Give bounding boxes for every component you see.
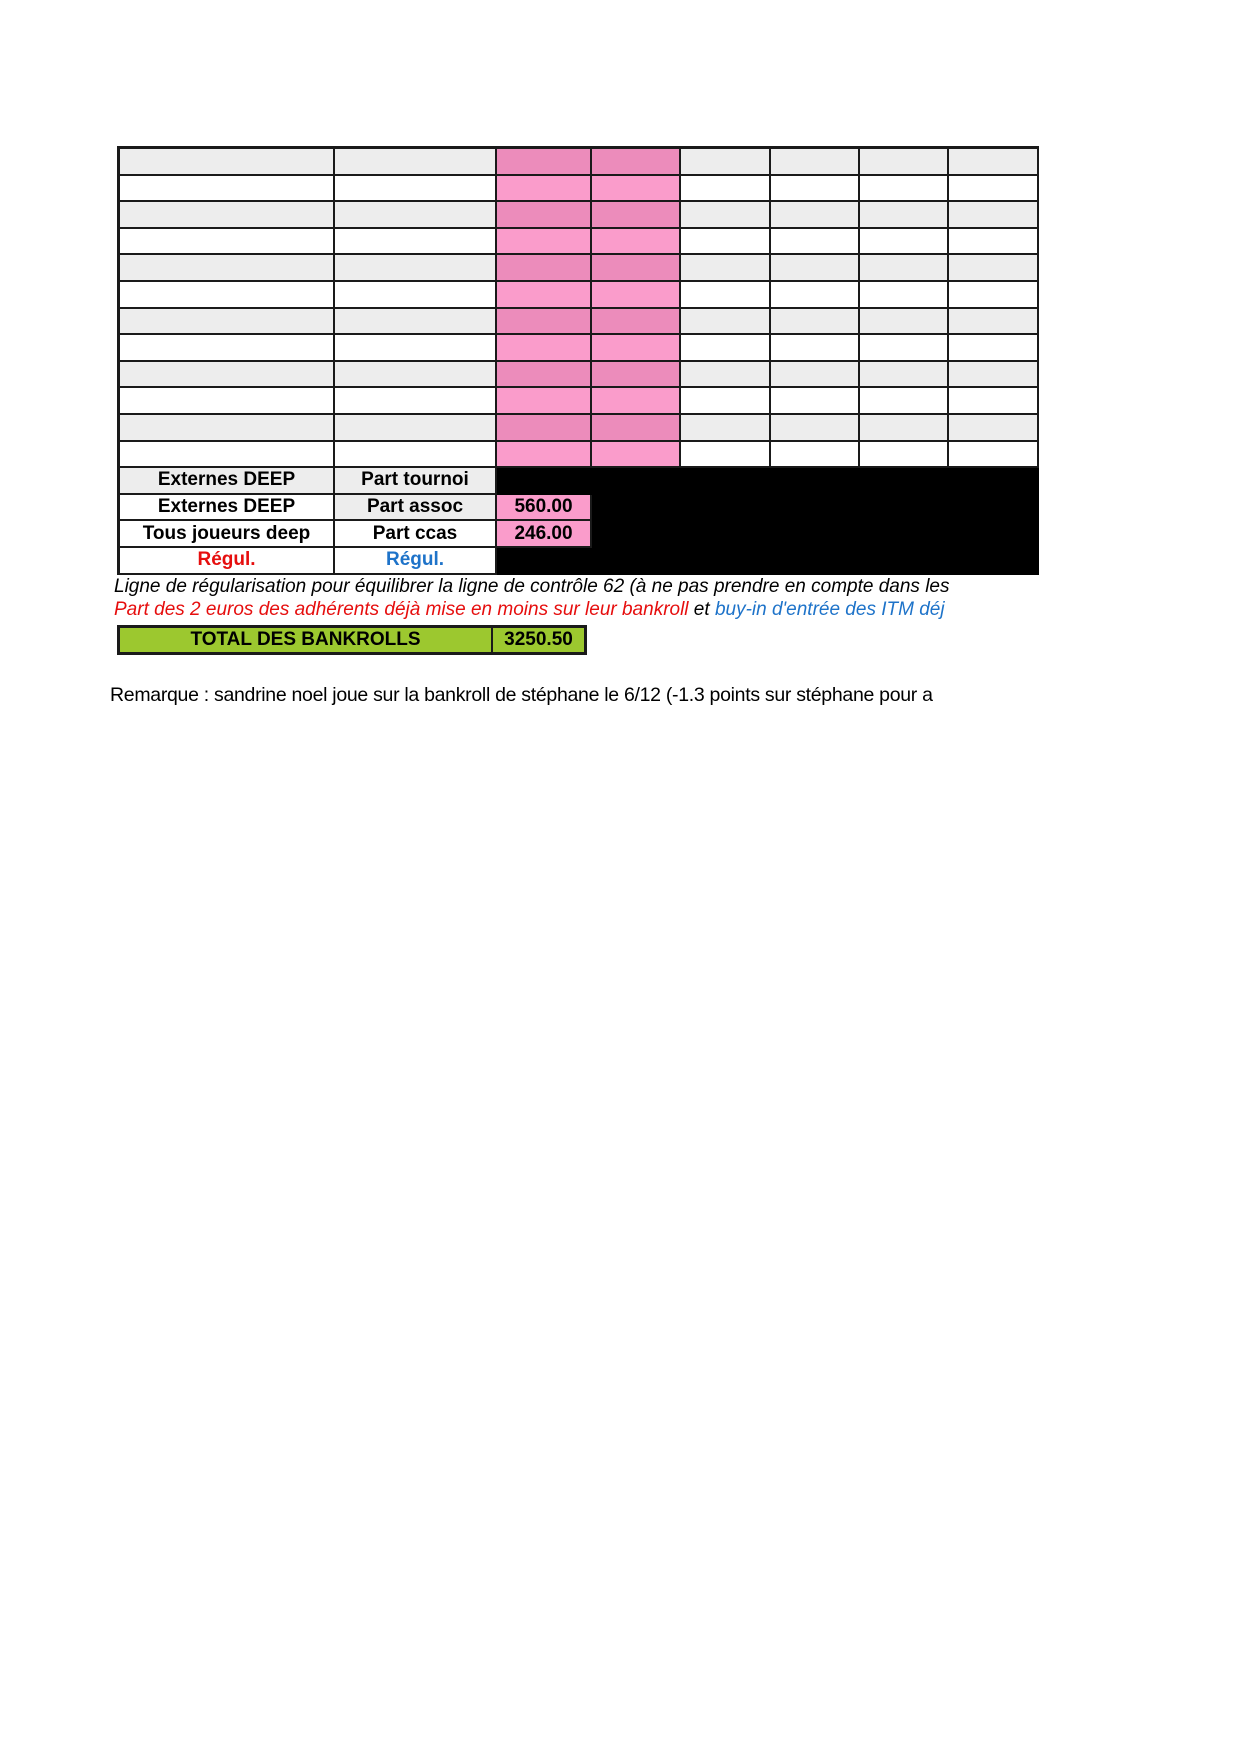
empty-cell — [120, 149, 335, 176]
empty-pink-cell — [497, 229, 592, 256]
empty-cell — [860, 176, 949, 203]
empty-cell — [949, 415, 1039, 442]
empty-cell — [120, 362, 335, 389]
player-cell: Externes DEEP — [120, 468, 335, 495]
empty-cell — [771, 149, 860, 176]
blacked-out-cells — [592, 521, 1039, 548]
empty-pink-cell — [497, 149, 592, 176]
empty-cell — [335, 149, 497, 176]
empty-cell — [681, 149, 771, 176]
part-cell: Part tournoi — [335, 468, 497, 495]
empty-cell — [771, 229, 860, 256]
empty-pink-cell — [497, 176, 592, 203]
empty-cell — [120, 202, 335, 229]
regul-part-cell: Régul. — [335, 548, 497, 575]
total-bankrolls-label: TOTAL DES BANKROLLS — [120, 628, 493, 652]
empty-cell — [949, 335, 1039, 362]
empty-cell — [335, 229, 497, 256]
empty-cell — [335, 176, 497, 203]
empty-cell — [771, 335, 860, 362]
blacked-out-cells — [497, 548, 1039, 575]
total-bankrolls-row — [117, 625, 587, 655]
empty-cell — [771, 202, 860, 229]
empty-pink-cell — [592, 442, 681, 469]
empty-cell — [949, 176, 1039, 203]
empty-pink-cell — [592, 388, 681, 415]
part-cell: Part ccas — [335, 521, 497, 548]
empty-cell — [860, 229, 949, 256]
empty-cell — [860, 415, 949, 442]
empty-pink-cell — [497, 309, 592, 336]
empty-cell — [120, 309, 335, 336]
empty-pink-cell — [497, 335, 592, 362]
empty-cell — [860, 149, 949, 176]
value-cell: 246.00 — [497, 521, 592, 548]
empty-cell — [335, 335, 497, 362]
empty-pink-cell — [497, 255, 592, 282]
empty-cell — [949, 388, 1039, 415]
empty-cell — [949, 282, 1039, 309]
regul-player-cell: Régul. — [120, 548, 335, 575]
empty-cell — [335, 415, 497, 442]
empty-cell — [120, 229, 335, 256]
empty-cell — [120, 335, 335, 362]
empty-cell — [335, 202, 497, 229]
empty-cell — [771, 415, 860, 442]
note-line-regularisation: Ligne de régularisation pour équilibrer la ligne de contrôle 62 (à ne pas prendre en compte dans les — [114, 576, 950, 597]
total-bankrolls-value: 3250.50 — [504, 629, 573, 650]
empty-cell — [860, 282, 949, 309]
empty-cell — [771, 388, 860, 415]
empty-cell — [681, 335, 771, 362]
empty-cell — [120, 176, 335, 203]
empty-cell — [335, 442, 497, 469]
empty-pink-cell — [592, 415, 681, 442]
empty-cell — [949, 229, 1039, 256]
empty-pink-cell — [497, 415, 592, 442]
empty-cell — [681, 229, 771, 256]
empty-pink-cell — [592, 362, 681, 389]
note-red-segment: Part des 2 euros des adhérents déjà mise en moins sur leur bankroll — [114, 599, 689, 620]
empty-cell — [681, 282, 771, 309]
empty-cell — [949, 255, 1039, 282]
empty-pink-cell — [497, 282, 592, 309]
empty-cell — [120, 415, 335, 442]
empty-cell — [949, 202, 1039, 229]
empty-cell — [771, 442, 860, 469]
empty-cell — [120, 388, 335, 415]
empty-cell — [771, 309, 860, 336]
empty-pink-cell — [497, 388, 592, 415]
empty-pink-cell — [592, 309, 681, 336]
empty-cell — [949, 149, 1039, 176]
empty-cell — [860, 335, 949, 362]
empty-cell — [949, 309, 1039, 336]
value-cell: 560.00 — [497, 495, 592, 522]
empty-cell — [949, 442, 1039, 469]
empty-pink-cell — [497, 202, 592, 229]
empty-pink-cell — [592, 202, 681, 229]
empty-cell — [860, 255, 949, 282]
player-cell: Tous joueurs deep — [120, 521, 335, 548]
empty-cell — [335, 282, 497, 309]
empty-cell — [681, 388, 771, 415]
remark-text: Remarque : sandrine noel joue sur la bankroll de stéphane le 6/12 (-1.3 points sur stéphane pour a — [110, 684, 933, 706]
empty-cell — [335, 388, 497, 415]
empty-cell — [860, 309, 949, 336]
empty-pink-cell — [592, 176, 681, 203]
empty-cell — [681, 415, 771, 442]
empty-cell — [949, 362, 1039, 389]
empty-cell — [681, 362, 771, 389]
empty-cell — [681, 309, 771, 336]
empty-cell — [860, 362, 949, 389]
empty-cell — [120, 255, 335, 282]
empty-pink-cell — [497, 442, 592, 469]
empty-cell — [681, 255, 771, 282]
note-mid-segment: et — [688, 599, 715, 620]
player-cell: Externes DEEP — [120, 495, 335, 522]
note-line-parts — [114, 598, 1036, 621]
empty-pink-cell — [592, 149, 681, 176]
notes-block — [114, 575, 1036, 621]
empty-cell — [771, 282, 860, 309]
note-blue-segment: buy-in d'entrée des ITM déj — [714, 599, 945, 620]
bankroll-table — [117, 146, 1039, 575]
empty-pink-cell — [592, 282, 681, 309]
empty-pink-cell — [592, 229, 681, 256]
blacked-out-cells — [497, 468, 1039, 495]
empty-cell — [771, 255, 860, 282]
empty-cell — [860, 388, 949, 415]
empty-cell — [860, 202, 949, 229]
empty-cell — [681, 176, 771, 203]
empty-cell — [771, 176, 860, 203]
empty-cell — [335, 362, 497, 389]
empty-pink-cell — [497, 362, 592, 389]
empty-cell — [120, 282, 335, 309]
empty-cell — [860, 442, 949, 469]
empty-cell — [120, 442, 335, 469]
blacked-out-cells — [592, 495, 1039, 522]
empty-cell — [681, 442, 771, 469]
empty-cell — [771, 362, 860, 389]
empty-pink-cell — [592, 255, 681, 282]
part-cell: Part assoc — [335, 495, 497, 522]
empty-cell — [335, 309, 497, 336]
empty-pink-cell — [592, 335, 681, 362]
empty-cell — [335, 255, 497, 282]
empty-cell — [681, 202, 771, 229]
